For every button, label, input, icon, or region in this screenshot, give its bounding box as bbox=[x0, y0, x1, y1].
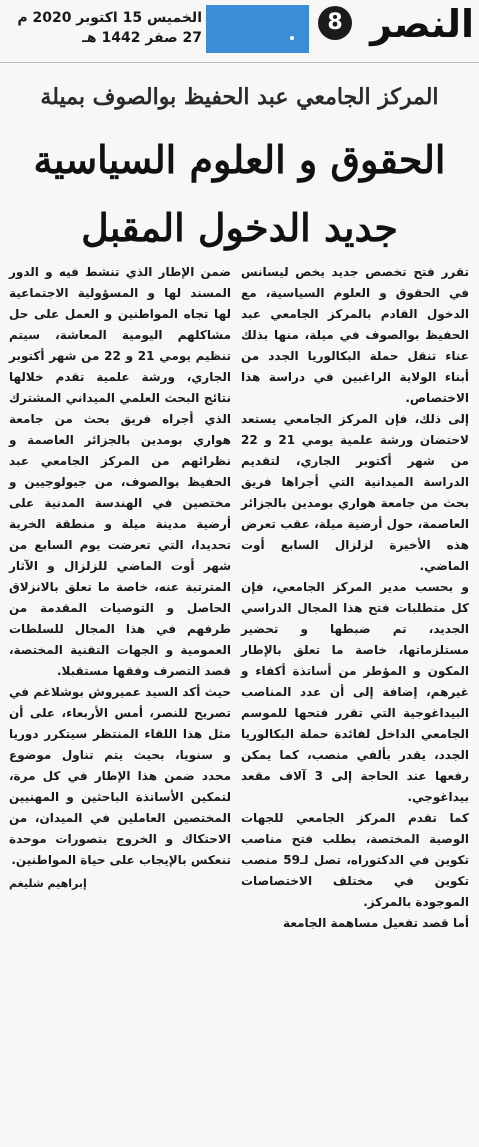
page-number-badge: 8 bbox=[318, 6, 352, 40]
newspaper-masthead: النصر bbox=[370, 2, 474, 46]
article-column-right bbox=[241, 262, 469, 934]
paragraph: كما تقدم المركز الجامعي للجهات الوصية المختصة، بطلب فتح مناصب تكوين في الدكتوراه، تصل لـ59 منصب تكوين في مختلف الاختصاصات الموجودة بالمركز. bbox=[241, 811, 469, 909]
article-headline bbox=[0, 132, 479, 256]
headline-line-1: الحقوق و العلوم السياسية bbox=[33, 137, 446, 182]
issue-date bbox=[12, 8, 202, 48]
author-signature: إبراهيم شليغم bbox=[9, 877, 87, 890]
paragraph: ضمن الإطار الذي تنشط فيه و الدور المسند لها و المسؤولية الاجتماعية لها تجاه المواطنين و العمل على حل مشاكلهم اليومية المعاشة، سيتم تنظيم يومي 21 و 22 من شهر أكتوبر الجاري، ورشة علمية تقدم خلالها نتائج البحث العلمي الميداني المشترك الذي أجراه فريق بحث من جامعة هواري بومدين بالجزائر العاصمة و نظرائهم من المركز الجامعي عبد الحفيظ بوالصوف، من جيولوجيين و مختصين في الهندسة المدنية على أرضية مدينة ميلة و منطقة الخربة تحديدا، التي تعرضت يوم السابع من شهر أوت الماضي للزلزال و الآثار المترتبة عنه، خاصة ما تعلق بالانزلاق الحاصل و التوصيات المقدمة من طرفهم في هذا المجال للسلطات العمومية و الجهات التقنية المختصة، قصد التصرف وفقها مستقبلا. bbox=[9, 265, 231, 678]
band-dot bbox=[290, 36, 294, 40]
headline-line-2: جديد الدخول المقبل bbox=[81, 205, 398, 250]
hijri-date: 27 صفر 1442 هـ bbox=[82, 30, 202, 46]
article-column-left bbox=[9, 262, 231, 894]
header-color-band bbox=[206, 5, 309, 53]
paragraph: حيث أكد السيد عميروش بوشلاغم في تصريح للنصر، أمس الأربعاء، على أن مثل هذا اللقاء المنتظر سيتكرر دوريا و سنويا، بحيث يتم تناول موضوع محدد ضمن هذا الإطار في كل مرة، لتمكين الأساتذة الباحثين و المهنيين المختصين العاملين في الميدان، من الاحتكاك و الخروج بتصورات موحدة تنعكس بالإيجاب على حياة المواطنين. bbox=[9, 685, 231, 867]
paragraph: أما قصد تفعيل مساهمة الجامعة bbox=[283, 916, 469, 930]
paragraph: تقرر فتح تخصص جديد يخص ليسانس في الحقوق و العلوم السياسية، مع الدخول القادم بالمركز الجامعي عبد الحفيظ بوالصوف في ميلة، منها بذلك عناء تنقل حملة البكالوريا الجدد من أبناء الولاية الراغبين في دراسة هذا الاختصاص. bbox=[241, 265, 469, 405]
article-kicker: المركز الجامعي عبد الحفيظ بوالصوف بميلة bbox=[40, 84, 439, 110]
page-header bbox=[0, 0, 479, 63]
paragraph: و بحسب مدير المركز الجامعي، فإن كل متطلبات فتح هذا المجال الدراسي الجديد، تم ضبطها و تحضير مستلزماتها، خاصة ما تعلق بالإطار المكون و المؤطر من أساتذة أكفاء و غيرهم، إضافة إلى أن عدد المناصب البيداغوجية التي تقرر فتحها للموسم الجامعي الداخل لفائدة حملة البكالوريا الجدد، يقدر بألفي منصب، كما يمكن رفعها عند الحاجة إلى 3 آلاف مقعد بيداغوجي. bbox=[241, 580, 469, 804]
paragraph: إلى ذلك، فإن المركز الجامعي يستعد لاحتضان ورشة علمية يومي 21 و 22 من شهر أكتوبر الجاري، لتقديم الدراسة الميدانية التي أجراها فريق بحث من جامعة هواري بومدين بالجزائر العاصمة، حول أرضية ميلة، عقب تعرض هذه الأخيرة لزلزال السابع أوت الماضي. bbox=[241, 412, 469, 573]
gregorian-date: الخميس 15 اكتوبر 2020 م bbox=[17, 10, 202, 26]
